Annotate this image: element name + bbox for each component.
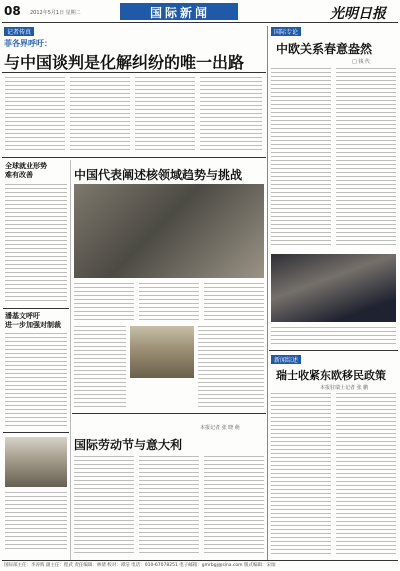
- sidebar-mid-headline: 潘基文呼吁 进一步加强对制裁: [5, 312, 61, 329]
- sidebar-photo: [5, 437, 67, 487]
- sidebar-photo-caption: [5, 492, 67, 552]
- labor-article-col-1: [74, 456, 134, 556]
- labor-article-col-2: [139, 456, 199, 556]
- footer-credits: 国际部主任：李涛辉 副主任：程武 责任编辑：林倩 校对：谭洁 电话：010-67078251 电子邮箱：gmrbgj@sina.com 版式编辑：宋灿: [4, 563, 276, 568]
- column-tag-right-bottom: 新闻综述: [271, 355, 301, 364]
- center-article-col-1: [74, 326, 126, 410]
- right-divider: [267, 26, 268, 560]
- sidebar-top-headline: 全球就业形势 难有改善: [5, 162, 47, 179]
- center-article-col-2: [198, 326, 264, 410]
- right-top-article-col-1: [271, 68, 331, 248]
- right-top-article-col-2: [336, 68, 396, 248]
- right-bottom-headline: 瑞士收紧东欧移民政策: [276, 369, 386, 382]
- center-headline: 中国代表阐述核领域趋势与挑战: [74, 168, 243, 182]
- right-bottom-article-col-2: [336, 393, 396, 555]
- sidebar-rule-1: [3, 308, 69, 309]
- right-mid-rule: [269, 350, 398, 351]
- center-small-photo: [130, 326, 194, 378]
- page-number: 08: [4, 4, 21, 18]
- right-top-headline: 中欧关系春意盎然: [276, 42, 373, 56]
- masthead: [0, 0, 400, 22]
- lead-bottom-rule: [2, 157, 266, 158]
- section-title: 国际新闻: [150, 6, 211, 20]
- center-photo: [74, 184, 264, 278]
- sidebar-rule-2: [3, 432, 69, 433]
- right-bottom-article-col-1: [271, 393, 331, 555]
- sidebar-top-article: [5, 184, 67, 304]
- right-top-byline: □ 钱 代: [352, 59, 370, 65]
- center-bottom-rule: [72, 413, 266, 414]
- right-bottom-byline: 本报驻瑞士记者 张 鹏: [320, 385, 369, 391]
- lead-rule: [2, 72, 266, 73]
- labor-byline: 本报记者 张 晓 萌: [200, 425, 240, 431]
- right-photo-caption: [271, 327, 396, 347]
- center-caption-col-1: [74, 283, 134, 321]
- lead-article-col-1: [5, 77, 65, 153]
- lead-article-col-2: [70, 77, 130, 153]
- column-tag-right-top: 国际专论: [271, 27, 301, 36]
- masthead-rule: [2, 22, 398, 23]
- sidebar-divider: [70, 160, 71, 560]
- center-caption-col-2: [139, 283, 199, 321]
- column-tag-left: 记者传真: [4, 27, 34, 36]
- center-caption-col-3: [204, 283, 264, 321]
- lead-kicker: 菲各界呼吁：: [4, 39, 52, 48]
- sidebar-mid-article: [5, 333, 67, 429]
- newspaper-logo: 光明日报: [330, 6, 386, 22]
- lead-article-col-3: [135, 77, 195, 153]
- issue-date: 2012年5月1日 星期二: [30, 10, 81, 16]
- right-photo: [271, 254, 396, 322]
- lead-headline: 与中国谈判是化解纠纷的唯一出路: [4, 53, 245, 72]
- lead-article-col-4: [200, 77, 262, 153]
- labor-headline: 国际劳动节与意大利: [74, 438, 183, 452]
- footer-rule: [2, 560, 398, 561]
- labor-article-col-3: [204, 456, 264, 556]
